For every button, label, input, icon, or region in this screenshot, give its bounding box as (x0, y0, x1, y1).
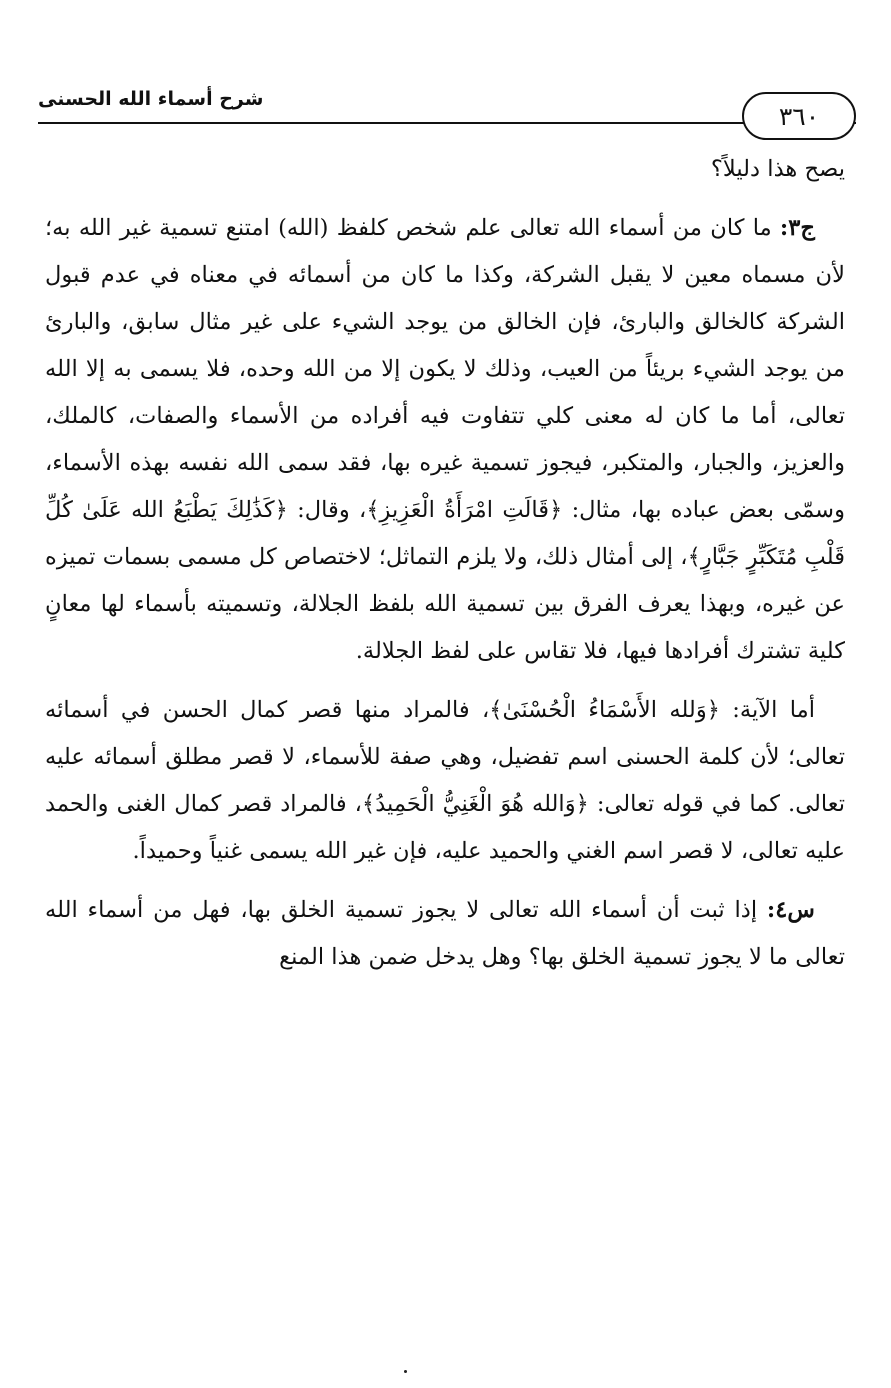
running-header (38, 82, 856, 130)
paragraph-verse-explanation (45, 687, 845, 875)
paragraph-text: أما الآية: ﴿وَلله الأَسْمَاءُ الْحُسْنَىٰ﴾، فالمراد منها قصر كمال الحسن في أسمائه تعالى؛ لأن كلمة الحسنى اسم تفضيل، وهي صفة للأسماء، لا قصر مطلق أسمائه عليه تعالى. كما في قوله تعالى: ﴿وَالله هُوَ الْغَنِيُّ الْحَمِيدُ﴾، فالمراد قصر كمال الغنى والحمد عليه تعالى، لا قصر اسم الغني والحميد عليه، فإن غير الله يسمى غنياً وحميداً. (45, 697, 845, 864)
header-rule (38, 122, 856, 124)
book-title: شرح أسماء الله الحسنى (38, 88, 264, 110)
paragraph-text: إذا ثبت أن أسماء الله تعالى لا يجوز تسمية الخلق بها، فهل من أسماء الله تعالى ما لا يجوز تسمية الخلق بها؟ وهل يدخل ضمن هذا المنع (45, 897, 845, 970)
paragraph-text: ما كان من أسماء الله تعالى علم شخص كلفظ (الله) امتنع تسمية غير الله به؛ لأن مسماه معين لا يقبل الشركة، وكذا ما كان من أسمائه في معناه في عدم قبول الشركة كالخالق والبارئ، فإن الخالق من يوجد الشيء على غير مثال سابق، والبارئ من يوجد الشيء بريئاً من العيب، وذلك لا يكون إلا من الله وحده، فلا يسمى به إلا الله تعالى، أما ما كان له معنى كلي تتفاوت فيه أفراده من الأسماء والصفات، كالملك، والعزيز، والجبار، والمتكبر، فيجوز تسمية غيره بها، فقد سمى الله نفسه بهذه الأسماء، وسمّى بعض عباده بها، مثال: ﴿قَالَتِ امْرَأَةُ الْعَزِيزِ﴾، وقال: ﴿كَذَٰلِكَ يَطْبَعُ الله عَلَىٰ كُلِّ قَلْبِ مُتَكَبِّرٍ جَبَّارٍ﴾، إلى أمثال ذلك، ولا يلزم التماثل؛ لاختصاص كل مسمى بسمات تميزه عن غيره، وبهذا يعرف الفرق بين تسمية الله بلفظ الجلالة، وتسميته بأسماء لها معانٍ كلية تشترك أفرادها فيها، فلا تقاس على لفظ الجلالة. (45, 215, 845, 664)
paragraph-question-continuation (45, 146, 845, 193)
scan-speck (404, 1370, 407, 1373)
page-body (45, 146, 845, 981)
paragraph-answer-3 (45, 205, 845, 675)
paragraph-text: يصح هذا دليلاً؟ (710, 156, 845, 182)
paragraph-question-4 (45, 887, 845, 981)
answer-label: ج٣: (779, 215, 815, 241)
page-number: ٣٦٠ (778, 101, 820, 131)
question-label: س٤: (766, 897, 815, 923)
page-number-badge (742, 92, 856, 140)
